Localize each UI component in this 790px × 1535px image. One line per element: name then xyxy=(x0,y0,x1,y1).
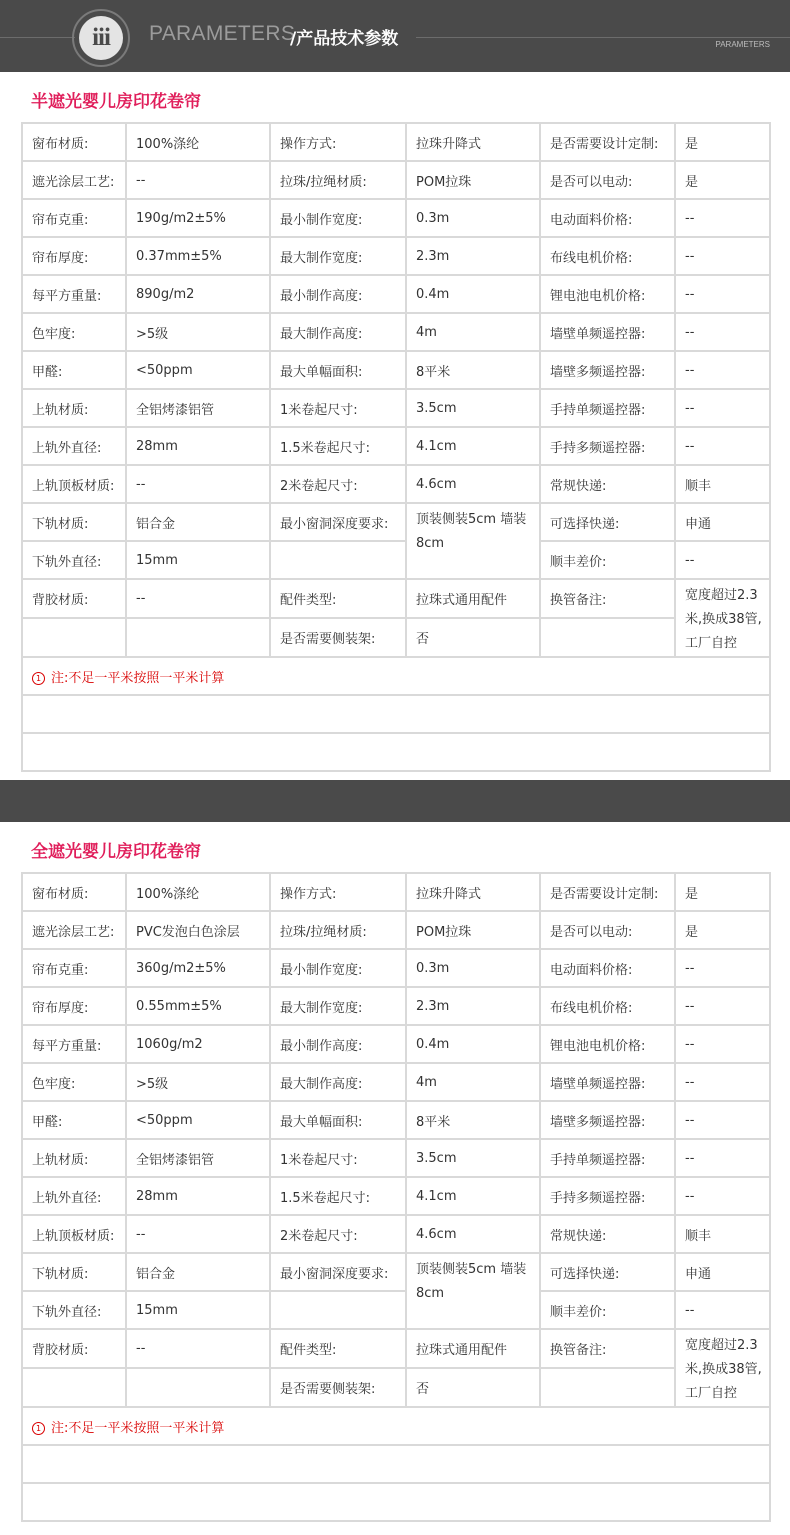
spec-value: -- xyxy=(675,275,770,313)
table-row xyxy=(22,1025,770,1063)
spec-value: -- xyxy=(675,427,770,465)
table-row xyxy=(22,873,770,911)
spec-label: 墙壁单频遥控器: xyxy=(540,313,675,351)
spec-label: 锂电池电机价格: xyxy=(540,1025,675,1063)
empty-cell xyxy=(126,618,270,657)
spec-value: 4.1cm xyxy=(406,427,540,465)
spec-value: 2.3m xyxy=(406,237,540,275)
table-row xyxy=(22,987,770,1025)
spec-label: 电动面料价格: xyxy=(540,949,675,987)
spec-label: 布线电机价格: xyxy=(540,987,675,1025)
table-row xyxy=(22,351,770,389)
spec-value: >5级 xyxy=(126,1063,270,1101)
spec-value: 拉珠升降式 xyxy=(406,123,540,161)
table-row xyxy=(22,199,770,237)
spec-value: POM拉珠 xyxy=(406,911,540,949)
side-bracket-value: 否 xyxy=(406,618,540,657)
spec-value: 全铝烤漆铝管 xyxy=(126,389,270,427)
spec-value: 4.6cm xyxy=(406,465,540,503)
table-row xyxy=(22,503,770,541)
spec-label: 手持单频遥控器: xyxy=(540,389,675,427)
table-row xyxy=(22,465,770,503)
tube-note-value: 宽度超过2.3米,换成38管,工厂自控 xyxy=(675,579,770,657)
banner-title-en: PARAMETERS xyxy=(149,22,296,45)
spec-label: 甲醛: xyxy=(22,351,126,389)
banner-small-label: PARAMETERS xyxy=(715,40,770,49)
spec-label: 最小制作高度: xyxy=(270,275,406,313)
table-row xyxy=(22,427,770,465)
spec-value: 顺丰 xyxy=(675,465,770,503)
spec-label: 最大单幅面积: xyxy=(270,351,406,389)
empty-cell xyxy=(22,1368,126,1407)
spec-label: 操作方式: xyxy=(270,873,406,911)
tube-note-value: 宽度超过2.3米,换成38管,工厂自控 xyxy=(675,1329,770,1407)
spec-label: 拉珠/拉绳材质: xyxy=(270,161,406,199)
spec-value: 360g/m2±5% xyxy=(126,949,270,987)
spec-label: 拉珠/拉绳材质: xyxy=(270,911,406,949)
lower-rail-diameter-value: 15mm xyxy=(126,1291,270,1329)
blank-row xyxy=(22,695,770,733)
table-row xyxy=(22,949,770,987)
parameters-banner xyxy=(0,0,790,72)
spec-rows xyxy=(22,873,770,1253)
table-row xyxy=(22,1253,770,1291)
sf-diff-label: 顺丰差价: xyxy=(540,541,675,579)
spec-value: <50ppm xyxy=(126,351,270,389)
table-row xyxy=(22,161,770,199)
adhesive-label: 背胶材质: xyxy=(22,579,126,618)
spec-label: 墙壁单频遥控器: xyxy=(540,1063,675,1101)
spec-value: 890g/m2 xyxy=(126,275,270,313)
spec-value: 0.4m xyxy=(406,1025,540,1063)
blank-row xyxy=(22,1483,770,1521)
spec-value: 28mm xyxy=(126,1177,270,1215)
spec-value: 190g/m2±5% xyxy=(126,199,270,237)
empty-cell xyxy=(270,1291,406,1329)
spec-label: 最大制作高度: xyxy=(270,1063,406,1101)
spec-value: -- xyxy=(675,1177,770,1215)
empty-cell xyxy=(22,733,770,771)
lower-rail-material-label: 下轨材质: xyxy=(22,1253,126,1291)
spec-label: 是否可以电动: xyxy=(540,911,675,949)
blank-row xyxy=(22,733,770,771)
spec-value: 1060g/m2 xyxy=(126,1025,270,1063)
spec-label: 上轨外直径: xyxy=(22,1177,126,1215)
spec-label: 电动面料价格: xyxy=(540,199,675,237)
adhesive-label: 背胶材质: xyxy=(22,1329,126,1368)
tube-note-label: 换管备注: xyxy=(540,1329,675,1368)
min-depth-label: 最小窗洞深度要求: xyxy=(270,1253,406,1291)
spec-label: 色牢度: xyxy=(22,1063,126,1101)
min-depth-value: 顶装侧装5cm 墙装8cm xyxy=(406,503,540,579)
adhesive-value: -- xyxy=(126,579,270,618)
spec-value: 8平米 xyxy=(406,1101,540,1139)
spec-value: 拉珠升降式 xyxy=(406,873,540,911)
note-cell xyxy=(22,657,770,695)
spec-label: 手持多频遥控器: xyxy=(540,1177,675,1215)
spec-label: 1米卷起尺寸: xyxy=(270,1139,406,1177)
spec-label: 甲醛: xyxy=(22,1101,126,1139)
lower-rail-material-label: 下轨材质: xyxy=(22,503,126,541)
table-row xyxy=(22,1368,770,1407)
spec-value: 4m xyxy=(406,313,540,351)
spec-value: 3.5cm xyxy=(406,389,540,427)
spec-label: 最大制作宽度: xyxy=(270,987,406,1025)
spec-value: 是 xyxy=(675,911,770,949)
spec-value: 是 xyxy=(675,161,770,199)
spec-label: 操作方式: xyxy=(270,123,406,161)
empty-cell xyxy=(126,1368,270,1407)
note-number-icon: 1 xyxy=(32,672,45,685)
spec-value: -- xyxy=(675,313,770,351)
min-depth-value: 顶装侧装5cm 墙装8cm xyxy=(406,1253,540,1329)
table-row xyxy=(22,237,770,275)
spec-label: 手持多频遥控器: xyxy=(540,427,675,465)
spec-label: 上轨顶板材质: xyxy=(22,465,126,503)
spec-value: 全铝烤漆铝管 xyxy=(126,1139,270,1177)
spec-label: 帘布厚度: xyxy=(22,987,126,1025)
spec-label: 最大制作宽度: xyxy=(270,237,406,275)
spec-value: 0.37mm±5% xyxy=(126,237,270,275)
spec-table xyxy=(21,872,771,1522)
spec-label: 是否可以电动: xyxy=(540,161,675,199)
spec-value: >5级 xyxy=(126,313,270,351)
spec-value: PVC发泡白色涂层 xyxy=(126,911,270,949)
spec-label: 1.5米卷起尺寸: xyxy=(270,1177,406,1215)
table-row xyxy=(22,123,770,161)
lower-rail-diameter-label: 下轨外直径: xyxy=(22,541,126,579)
table-row xyxy=(22,1063,770,1101)
spec-label: 是否需要设计定制: xyxy=(540,873,675,911)
spec-value: -- xyxy=(675,1139,770,1177)
table-row xyxy=(22,618,770,657)
parameters-badge-icon: iii xyxy=(79,16,123,60)
banner-divider-right xyxy=(416,37,790,38)
spec-value: -- xyxy=(126,465,270,503)
empty-cell xyxy=(22,618,126,657)
section-title: 半遮光婴儿房印花卷帘 xyxy=(31,92,201,112)
table-row xyxy=(22,1101,770,1139)
empty-cell xyxy=(270,541,406,579)
spec-value: 0.55mm±5% xyxy=(126,987,270,1025)
spec-label: 常规快递: xyxy=(540,1215,675,1253)
spec-label: 最小制作高度: xyxy=(270,1025,406,1063)
empty-cell xyxy=(22,695,770,733)
sf-diff-value: -- xyxy=(675,541,770,579)
sf-diff-label: 顺丰差价: xyxy=(540,1291,675,1329)
table-row xyxy=(22,579,770,618)
spec-label: 上轨顶板材质: xyxy=(22,1215,126,1253)
spec-label: 是否需要设计定制: xyxy=(540,123,675,161)
spec-label: 1.5米卷起尺寸: xyxy=(270,427,406,465)
banner-divider-left xyxy=(0,37,75,38)
note-cell xyxy=(22,1407,770,1445)
spec-value: 0.3m xyxy=(406,199,540,237)
spec-label: 帘布厚度: xyxy=(22,237,126,275)
table-row xyxy=(22,1215,770,1253)
table-row xyxy=(22,1177,770,1215)
spec-label: 最大单幅面积: xyxy=(270,1101,406,1139)
spec-rows xyxy=(22,123,770,503)
spec-value: 4.1cm xyxy=(406,1177,540,1215)
optional-express-label: 可选择快递: xyxy=(540,503,675,541)
table-row xyxy=(22,541,770,579)
lower-rail-material-value: 铝合金 xyxy=(126,503,270,541)
spec-label: 布线电机价格: xyxy=(540,237,675,275)
spec-value: 3.5cm xyxy=(406,1139,540,1177)
optional-express-value: 申通 xyxy=(675,1253,770,1291)
note-row xyxy=(22,657,770,695)
side-bracket-label: 是否需要侧装架: xyxy=(270,1368,406,1407)
spec-value: -- xyxy=(675,1025,770,1063)
side-bracket-label: 是否需要侧装架: xyxy=(270,618,406,657)
spec-label: 最小制作宽度: xyxy=(270,949,406,987)
empty-cell xyxy=(22,1445,770,1483)
spec-label: 常规快递: xyxy=(540,465,675,503)
spec-label: 最小制作宽度: xyxy=(270,199,406,237)
spec-value: -- xyxy=(675,389,770,427)
spec-value: 0.3m xyxy=(406,949,540,987)
note-text: 注:不足一平米按照一平米计算 xyxy=(51,1420,225,1436)
banner-title-cn: /产品技术参数 xyxy=(290,29,399,49)
spec-value: 顺丰 xyxy=(675,1215,770,1253)
lower-rail-diameter-label: 下轨外直径: xyxy=(22,1291,126,1329)
lower-rail-material-value: 铝合金 xyxy=(126,1253,270,1291)
spec-value: -- xyxy=(675,1101,770,1139)
tube-note-label: 换管备注: xyxy=(540,579,675,618)
spec-value: 0.4m xyxy=(406,275,540,313)
spec-value: -- xyxy=(126,1215,270,1253)
spec-label: 每平方重量: xyxy=(22,1025,126,1063)
spec-label: 2米卷起尺寸: xyxy=(270,1215,406,1253)
spec-label: 遮光涂层工艺: xyxy=(22,911,126,949)
note-text: 注:不足一平米按照一平米计算 xyxy=(51,670,225,686)
table-row xyxy=(22,275,770,313)
optional-express-label: 可选择快递: xyxy=(540,1253,675,1291)
fitting-type-value: 拉珠式通用配件 xyxy=(406,1329,540,1368)
spec-value: -- xyxy=(126,161,270,199)
optional-express-value: 申通 xyxy=(675,503,770,541)
spec-label: 1米卷起尺寸: xyxy=(270,389,406,427)
spec-label: 锂电池电机价格: xyxy=(540,275,675,313)
blank-row xyxy=(22,1445,770,1483)
lower-rail-diameter-value: 15mm xyxy=(126,541,270,579)
spec-label: 窗布材质: xyxy=(22,123,126,161)
spec-value: 4m xyxy=(406,1063,540,1101)
side-bracket-value: 否 xyxy=(406,1368,540,1407)
spec-value: 2.3m xyxy=(406,987,540,1025)
spec-value: -- xyxy=(675,199,770,237)
spec-value: 是 xyxy=(675,873,770,911)
fitting-type-label: 配件类型: xyxy=(270,579,406,618)
spec-label: 上轨材质: xyxy=(22,1139,126,1177)
spec-label: 窗布材质: xyxy=(22,873,126,911)
spec-value: -- xyxy=(675,949,770,987)
spec-label: 帘布克重: xyxy=(22,199,126,237)
empty-cell xyxy=(540,618,675,657)
spec-value: -- xyxy=(675,1063,770,1101)
spec-label: 上轨外直径: xyxy=(22,427,126,465)
empty-cell xyxy=(540,1368,675,1407)
table-row xyxy=(22,1139,770,1177)
table-row xyxy=(22,313,770,351)
spec-label: 手持单频遥控器: xyxy=(540,1139,675,1177)
table-row xyxy=(22,911,770,949)
spec-value: 100%涤纶 xyxy=(126,873,270,911)
spec-value: 100%涤纶 xyxy=(126,123,270,161)
spec-label: 每平方重量: xyxy=(22,275,126,313)
note-number-icon: 1 xyxy=(32,1422,45,1435)
fitting-type-value: 拉珠式通用配件 xyxy=(406,579,540,618)
spec-value: -- xyxy=(675,237,770,275)
spec-label: 帘布克重: xyxy=(22,949,126,987)
table-row xyxy=(22,1291,770,1329)
spec-label: 墙壁多频遥控器: xyxy=(540,1101,675,1139)
spec-value: 8平米 xyxy=(406,351,540,389)
spec-label: 墙壁多频遥控器: xyxy=(540,351,675,389)
section-title: 全遮光婴儿房印花卷帘 xyxy=(31,842,201,862)
spec-label: 上轨材质: xyxy=(22,389,126,427)
note-row xyxy=(22,1407,770,1445)
spec-label: 最大制作高度: xyxy=(270,313,406,351)
spec-label: 遮光涂层工艺: xyxy=(22,161,126,199)
table-row xyxy=(22,389,770,427)
table-row xyxy=(22,1329,770,1368)
adhesive-value: -- xyxy=(126,1329,270,1368)
fitting-type-label: 配件类型: xyxy=(270,1329,406,1368)
spec-value: 是 xyxy=(675,123,770,161)
sf-diff-value: -- xyxy=(675,1291,770,1329)
spec-value: <50ppm xyxy=(126,1101,270,1139)
spec-value: POM拉珠 xyxy=(406,161,540,199)
spec-value: 4.6cm xyxy=(406,1215,540,1253)
spec-label: 2米卷起尺寸: xyxy=(270,465,406,503)
spec-label: 色牢度: xyxy=(22,313,126,351)
spec-value: 28mm xyxy=(126,427,270,465)
section-divider-bar xyxy=(0,780,790,822)
spec-table xyxy=(21,122,771,772)
spec-value: -- xyxy=(675,351,770,389)
empty-cell xyxy=(22,1483,770,1521)
spec-value: -- xyxy=(675,987,770,1025)
min-depth-label: 最小窗洞深度要求: xyxy=(270,503,406,541)
